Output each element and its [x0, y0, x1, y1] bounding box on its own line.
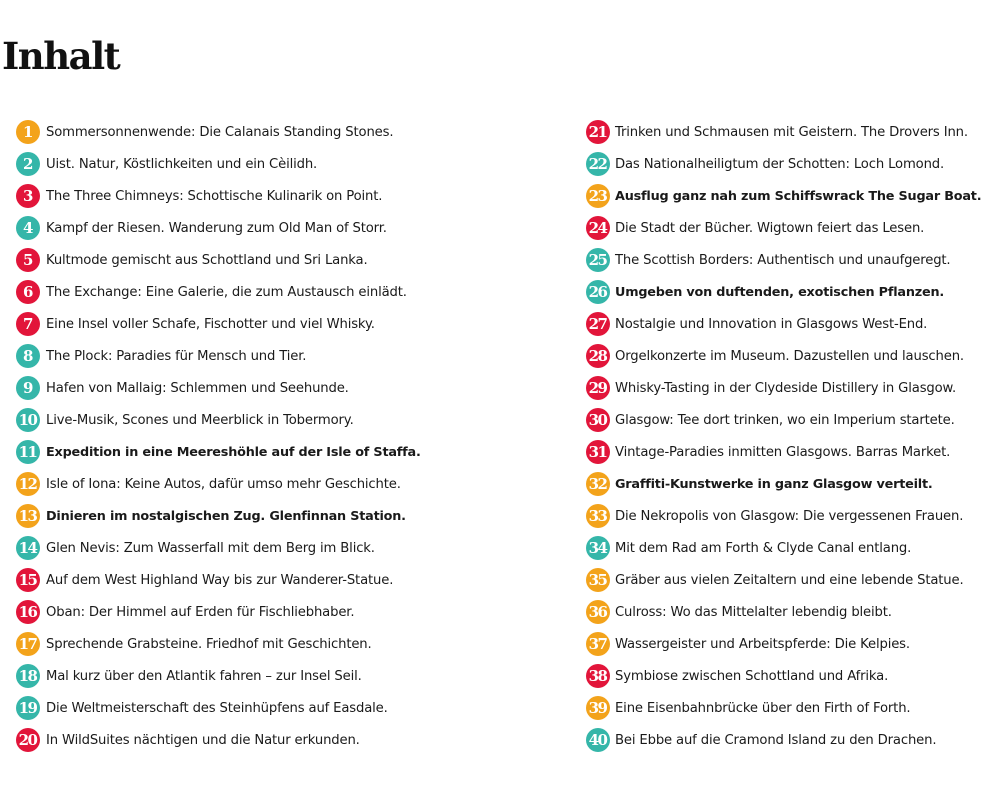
- toc-entry-36[interactable]: [586, 596, 1000, 628]
- entry-title: Glasgow: Tee dort trinken, wo ein Imperium startete.: [615, 412, 955, 428]
- entry-number: 5: [23, 250, 32, 269]
- entry-number: 35: [588, 570, 607, 589]
- toc-entry-25[interactable]: [586, 244, 1000, 276]
- entry-number: 1: [23, 122, 32, 141]
- entry-title: Oban: Der Himmel auf Erden für Fischliebhaber.: [46, 604, 355, 620]
- toc-entry-12[interactable]: [16, 468, 561, 500]
- number-badge: [586, 696, 610, 720]
- entry-title: Live-Musik, Scones und Meerblick in Tobermory.: [46, 412, 354, 428]
- toc-entry-9[interactable]: [16, 372, 561, 404]
- entry-number: 26: [588, 282, 607, 301]
- entry-title: Trinken und Schmausen mit Geistern. The Drovers Inn.: [615, 124, 968, 140]
- entry-title: Culross: Wo das Mittelalter lebendig bleibt.: [615, 604, 892, 620]
- entry-title: Whisky-Tasting in der Clydeside Distillery in Glasgow.: [615, 380, 957, 396]
- toc-entry-2[interactable]: [16, 148, 561, 180]
- entry-title: Sommersonnenwende: Die Calanais Standing Stones.: [46, 124, 394, 140]
- entry-title: Bei Ebbe auf die Cramond Island zu den Drachen.: [615, 732, 937, 748]
- entry-number: 30: [588, 410, 607, 429]
- entry-number: 18: [18, 666, 37, 685]
- number-badge: [16, 280, 40, 304]
- entry-number: 10: [18, 410, 37, 429]
- entry-title: Mal kurz über den Atlantik fahren – zur Insel Seil.: [46, 668, 362, 684]
- number-badge: [586, 408, 610, 432]
- entry-title: Expedition in eine Meereshöhle auf der Isle of Staffa.: [46, 444, 421, 460]
- number-badge: [586, 728, 610, 752]
- entry-number: 14: [18, 538, 37, 557]
- toc-entry-34[interactable]: [586, 532, 1000, 564]
- entry-number: 25: [588, 250, 607, 269]
- entry-number: 38: [588, 666, 607, 685]
- toc-entry-22[interactable]: [586, 148, 1000, 180]
- page-title: Inhalt: [2, 34, 120, 78]
- toc-entry-10[interactable]: [16, 404, 561, 436]
- entry-number: 31: [588, 442, 607, 461]
- entry-title: Dinieren im nostalgischen Zug. Glenfinnan Station.: [46, 508, 406, 524]
- number-badge: [586, 312, 610, 336]
- entry-title: Die Weltmeisterschaft des Steinhüpfens auf Easdale.: [46, 700, 388, 716]
- toc-entry-37[interactable]: [586, 628, 1000, 660]
- toc-entry-7[interactable]: [16, 308, 561, 340]
- number-badge: [586, 152, 610, 176]
- entry-number: 2: [23, 154, 32, 173]
- toc-entry-20[interactable]: [16, 724, 561, 756]
- entry-title: Kampf der Riesen. Wanderung zum Old Man of Storr.: [46, 220, 387, 236]
- toc-entry-11[interactable]: [16, 436, 561, 468]
- entry-number: 34: [588, 538, 607, 557]
- number-badge: [16, 664, 40, 688]
- entry-title: Mit dem Rad am Forth & Clyde Canal entlang.: [615, 540, 912, 556]
- entry-title: Isle of Iona: Keine Autos, dafür umso mehr Geschichte.: [46, 476, 401, 492]
- toc-entry-39[interactable]: [586, 692, 1000, 724]
- entry-title: Die Nekropolis von Glasgow: Die vergessenen Frauen.: [615, 508, 964, 524]
- toc-entry-40[interactable]: [586, 724, 1000, 756]
- entry-number: 20: [18, 730, 37, 749]
- number-badge: [16, 216, 40, 240]
- entry-title: Die Stadt der Bücher. Wigtown feiert das Lesen.: [615, 220, 925, 236]
- entry-title: Das Nationalheiligtum der Schotten: Loch Lomond.: [615, 156, 945, 172]
- number-badge: [586, 344, 610, 368]
- entry-number: 15: [18, 570, 37, 589]
- entry-number: 39: [588, 698, 607, 717]
- entry-title: Nostalgie und Innovation in Glasgows West-End.: [615, 316, 928, 332]
- entry-number: 32: [588, 474, 607, 493]
- number-badge: [16, 568, 40, 592]
- entry-title: The Plock: Paradies für Mensch und Tier.: [46, 348, 307, 364]
- entry-title: The Exchange: Eine Galerie, die zum Austausch einlädt.: [46, 284, 407, 300]
- entry-number: 3: [23, 186, 32, 205]
- entry-number: 40: [588, 730, 607, 749]
- entry-title: Kultmode gemischt aus Schottland und Sri Lanka.: [46, 252, 368, 268]
- toc-list-left: [16, 116, 561, 756]
- entry-title: Glen Nevis: Zum Wasserfall mit dem Berg im Blick.: [46, 540, 375, 556]
- toc-entry-17[interactable]: [16, 628, 561, 660]
- number-badge: [16, 120, 40, 144]
- number-badge: [16, 536, 40, 560]
- entry-number: 36: [588, 602, 607, 621]
- entry-number: 23: [588, 186, 607, 205]
- entry-number: 27: [588, 314, 607, 333]
- entry-title: Uist. Natur, Köstlichkeiten und ein Cèilidh.: [46, 156, 318, 172]
- toc-entry-6[interactable]: [16, 276, 561, 308]
- entry-number: 37: [588, 634, 607, 653]
- toc-entry-21[interactable]: [586, 116, 1000, 148]
- number-badge: [586, 664, 610, 688]
- number-badge: [586, 184, 610, 208]
- entry-number: 7: [23, 314, 32, 333]
- entry-number: 22: [588, 154, 607, 173]
- toc-entry-14[interactable]: [16, 532, 561, 564]
- entry-title: The Scottish Borders: Authentisch und unaufgeregt.: [615, 252, 951, 268]
- toc-entry-8[interactable]: [16, 340, 561, 372]
- number-badge: [586, 376, 610, 400]
- entry-title: In WildSuites nächtigen und die Natur erkunden.: [46, 732, 360, 748]
- entry-number: 4: [23, 218, 32, 237]
- toc-entry-4[interactable]: [16, 212, 561, 244]
- entry-title: Eine Eisenbahnbrücke über den Firth of Forth.: [615, 700, 911, 716]
- number-badge: [16, 632, 40, 656]
- number-badge: [16, 440, 40, 464]
- entry-number: 9: [23, 378, 32, 397]
- toc-entry-32[interactable]: [586, 468, 1000, 500]
- entry-title: Ausflug ganz nah zum Schiffswrack The Sugar Boat.: [615, 188, 982, 204]
- toc-entry-23[interactable]: [586, 180, 1000, 212]
- number-badge: [586, 504, 610, 528]
- toc-entry-3[interactable]: [16, 180, 561, 212]
- number-badge: [16, 184, 40, 208]
- number-badge: [16, 344, 40, 368]
- entry-number: 29: [588, 378, 607, 397]
- number-badge: [16, 248, 40, 272]
- entry-title: Symbiose zwischen Schottland und Afrika.: [615, 668, 889, 684]
- entry-number: 12: [18, 474, 37, 493]
- number-badge: [16, 728, 40, 752]
- entry-number: 28: [588, 346, 607, 365]
- entry-number: 17: [18, 634, 37, 653]
- number-badge: [586, 568, 610, 592]
- entry-title: Gräber aus vielen Zeitaltern und eine lebende Statue.: [615, 572, 964, 588]
- entry-number: 16: [18, 602, 37, 621]
- number-badge: [16, 504, 40, 528]
- toc-entry-29[interactable]: [586, 372, 1000, 404]
- toc-entry-33[interactable]: [586, 500, 1000, 532]
- entry-title: Hafen von Mallaig: Schlemmen und Seehunde.: [46, 380, 349, 396]
- toc-entry-16[interactable]: [16, 596, 561, 628]
- entry-title: Orgelkonzerte im Museum. Dazustellen und lauschen.: [615, 348, 964, 364]
- entry-number: 8: [23, 346, 32, 365]
- entry-number: 21: [588, 122, 607, 141]
- number-badge: [16, 696, 40, 720]
- toc-entry-28[interactable]: [586, 340, 1000, 372]
- entry-title: Umgeben von duftenden, exotischen Pflanzen.: [615, 284, 945, 300]
- toc-entry-27[interactable]: [586, 308, 1000, 340]
- toc-entry-19[interactable]: [16, 692, 561, 724]
- entry-number: 13: [18, 506, 37, 525]
- toc-entry-13[interactable]: [16, 500, 561, 532]
- entry-title: Eine Insel voller Schafe, Fischotter und viel Whisky.: [46, 316, 375, 332]
- number-badge: [586, 472, 610, 496]
- entry-number: 24: [588, 218, 607, 237]
- number-badge: [586, 600, 610, 624]
- number-badge: [16, 376, 40, 400]
- toc-entry-15[interactable]: [16, 564, 561, 596]
- number-badge: [16, 472, 40, 496]
- number-badge: [16, 408, 40, 432]
- toc-entry-35[interactable]: [586, 564, 1000, 596]
- toc-entry-26[interactable]: [586, 276, 1000, 308]
- entry-number: 11: [18, 442, 37, 461]
- entry-title: Sprechende Grabsteine. Friedhof mit Geschichten.: [46, 636, 372, 652]
- number-badge: [586, 248, 610, 272]
- toc-entry-30[interactable]: [586, 404, 1000, 436]
- toc-entry-38[interactable]: [586, 660, 1000, 692]
- number-badge: [586, 216, 610, 240]
- number-badge: [16, 152, 40, 176]
- entry-title: Vintage-Paradies inmitten Glasgows. Barras Market.: [615, 444, 951, 460]
- entry-title: Auf dem West Highland Way bis zur Wanderer-Statue.: [46, 572, 394, 588]
- number-badge: [586, 280, 610, 304]
- toc-entry-18[interactable]: [16, 660, 561, 692]
- entry-number: 19: [18, 698, 37, 717]
- entry-title: Graffiti-Kunstwerke in ganz Glasgow verteilt.: [615, 476, 933, 492]
- toc-entry-1[interactable]: [16, 116, 561, 148]
- toc-entry-24[interactable]: [586, 212, 1000, 244]
- number-badge: [586, 632, 610, 656]
- number-badge: [586, 536, 610, 560]
- number-badge: [16, 600, 40, 624]
- number-badge: [586, 120, 610, 144]
- number-badge: [586, 440, 610, 464]
- entry-title: Wassergeister und Arbeitspferde: Die Kelpies.: [615, 636, 910, 652]
- entry-title: The Three Chimneys: Schottische Kulinarik on Point.: [46, 188, 383, 204]
- number-badge: [16, 312, 40, 336]
- toc-entry-31[interactable]: [586, 436, 1000, 468]
- toc-entry-5[interactable]: [16, 244, 561, 276]
- entry-number: 6: [23, 282, 32, 301]
- toc-list-right: [586, 116, 1000, 756]
- entry-number: 33: [588, 506, 607, 525]
